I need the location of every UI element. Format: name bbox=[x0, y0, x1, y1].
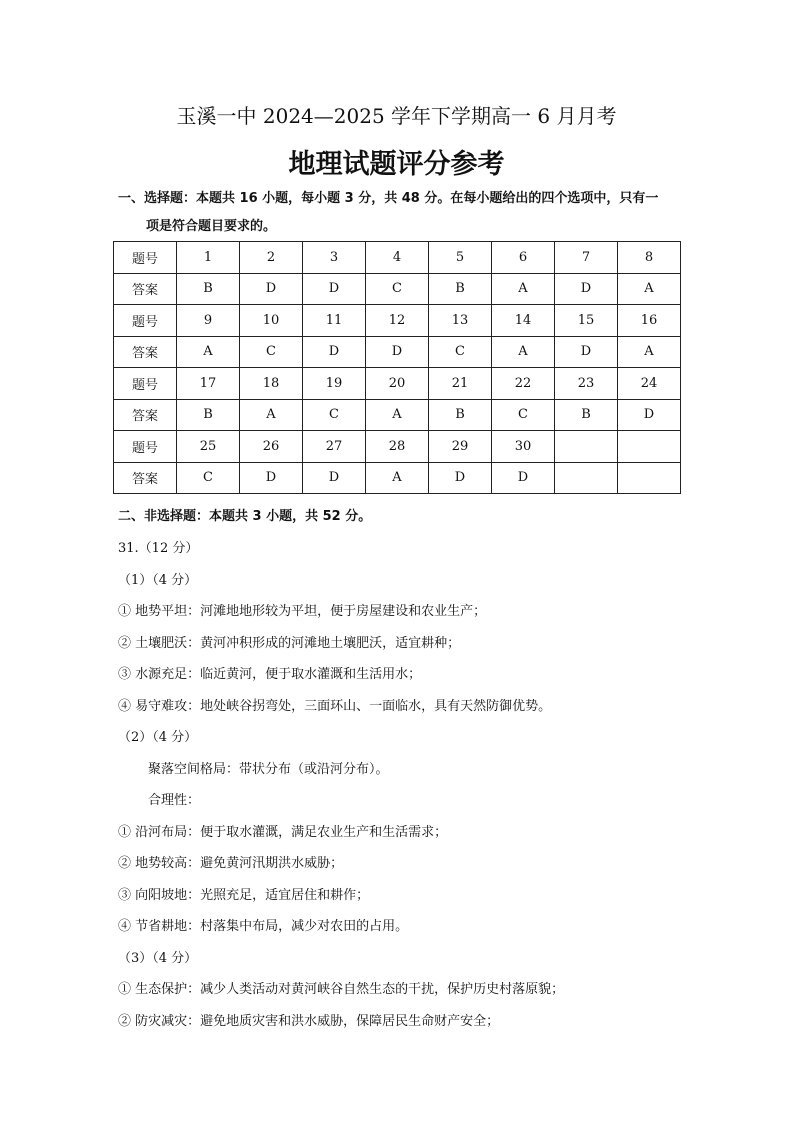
table-cell: A bbox=[240, 399, 303, 431]
table-cell: 30 bbox=[492, 431, 555, 463]
table-cell: 20 bbox=[366, 368, 429, 400]
table-cell: D bbox=[618, 399, 681, 431]
table-cell: D bbox=[429, 462, 492, 494]
part-2-point: ③ 向阳坡地：光照充足，适宜居住和耕作； bbox=[118, 888, 370, 903]
table-row bbox=[114, 431, 681, 463]
table-cell: 5 bbox=[429, 242, 492, 274]
table-cell: D bbox=[555, 273, 618, 305]
section-2-heading: 二、非选择题：本题共 3 小题，共 52 分。 bbox=[118, 509, 372, 524]
table-cell: 7 bbox=[555, 242, 618, 274]
table-cell: 4 bbox=[366, 242, 429, 274]
table-cell: 3 bbox=[303, 242, 366, 274]
table-cell: B bbox=[429, 273, 492, 305]
part-2-layout: 聚落空间格局：带状分布（或沿河分布）。 bbox=[148, 762, 389, 777]
section-1-heading-cont: 项是符合题目要求的。 bbox=[146, 219, 277, 234]
table-cell bbox=[555, 431, 618, 463]
table-cell: 16 bbox=[618, 305, 681, 337]
table-cell: 6 bbox=[492, 242, 555, 274]
table-cell: C bbox=[492, 399, 555, 431]
question-31-title: 31.（12 分） bbox=[118, 541, 199, 556]
table-cell: 29 bbox=[429, 431, 492, 463]
table-cell: 25 bbox=[177, 431, 240, 463]
table-cell: 11 bbox=[303, 305, 366, 337]
table-cell: 22 bbox=[492, 368, 555, 400]
table-cell: A bbox=[618, 336, 681, 368]
table-cell: A bbox=[618, 273, 681, 305]
part-1-point: ④ 易守难攻：地处峡谷拐弯处，三面环山、一面临水，具有天然防御优势。 bbox=[118, 699, 552, 714]
table-cell: B bbox=[555, 399, 618, 431]
table-cell: 17 bbox=[177, 368, 240, 400]
table-cell: 14 bbox=[492, 305, 555, 337]
table-cell: 21 bbox=[429, 368, 492, 400]
row-label-cell: 题号 bbox=[114, 242, 177, 274]
row-label-cell: 题号 bbox=[114, 431, 177, 463]
table-row bbox=[114, 462, 681, 494]
table-cell: D bbox=[492, 462, 555, 494]
part-1-point: ② 土壤肥沃：黄河冲积形成的河滩地土壤肥沃，适宜耕种； bbox=[118, 636, 461, 651]
part-2-reason-label: 合理性： bbox=[148, 793, 201, 808]
table-cell: D bbox=[303, 336, 366, 368]
row-label-cell: 答案 bbox=[114, 399, 177, 431]
table-cell bbox=[555, 462, 618, 494]
table-cell: A bbox=[492, 336, 555, 368]
table-cell: A bbox=[366, 399, 429, 431]
table-cell: 13 bbox=[429, 305, 492, 337]
table-cell: 12 bbox=[366, 305, 429, 337]
document-subtitle: 地理试题评分参考 bbox=[288, 149, 505, 180]
table-cell: 26 bbox=[240, 431, 303, 463]
row-label-cell: 答案 bbox=[114, 273, 177, 305]
table-row bbox=[114, 399, 681, 431]
table-row bbox=[114, 273, 681, 305]
table-cell: C bbox=[303, 399, 366, 431]
table-cell: D bbox=[555, 336, 618, 368]
table-cell: A bbox=[366, 462, 429, 494]
answer-table bbox=[113, 241, 681, 494]
table-cell: 9 bbox=[177, 305, 240, 337]
table-cell: B bbox=[177, 399, 240, 431]
table-cell: D bbox=[303, 273, 366, 305]
table-cell: 15 bbox=[555, 305, 618, 337]
part-1-point: ③ 水源充足：临近黄河，便于取水灌溉和生活用水； bbox=[118, 667, 422, 682]
table-row bbox=[114, 368, 681, 400]
part-2-point: ④ 节省耕地：村落集中布局，减少对农田的占用。 bbox=[118, 919, 409, 934]
table-cell: C bbox=[366, 273, 429, 305]
table-row bbox=[114, 336, 681, 368]
table-cell: 2 bbox=[240, 242, 303, 274]
table-cell: D bbox=[240, 273, 303, 305]
row-label-cell: 题号 bbox=[114, 368, 177, 400]
table-cell: C bbox=[240, 336, 303, 368]
table-cell: A bbox=[492, 273, 555, 305]
table-cell: 8 bbox=[618, 242, 681, 274]
table-cell: 18 bbox=[240, 368, 303, 400]
table-cell: D bbox=[366, 336, 429, 368]
part-2-heading: （2）（4 分） bbox=[118, 730, 198, 745]
row-label-cell: 答案 bbox=[114, 462, 177, 494]
table-cell: B bbox=[429, 399, 492, 431]
table-cell: 10 bbox=[240, 305, 303, 337]
part-1-heading: （1）（4 分） bbox=[118, 573, 198, 588]
table-row bbox=[114, 242, 681, 274]
part-2-point: ① 沿河布局：便于取水灌溉，满足农业生产和生活需求； bbox=[118, 825, 448, 840]
row-label-cell: 题号 bbox=[114, 305, 177, 337]
table-cell: 27 bbox=[303, 431, 366, 463]
table-cell: C bbox=[177, 462, 240, 494]
section-1-heading: 一、选择题：本题共 16 小题，每小题 3 分，共 48 分。在每小题给出的四个选项中，只有一 bbox=[118, 191, 659, 206]
table-cell bbox=[618, 462, 681, 494]
table-cell: D bbox=[303, 462, 366, 494]
part-2-point: ② 地势较高：避免黄河汛期洪水威胁； bbox=[118, 856, 344, 871]
part-1-point: ① 地势平坦：河滩地地形较为平坦，便于房屋建设和农业生产； bbox=[118, 604, 487, 619]
document-title: 玉溪一中 2024—2025 学年下学期高一 6 月月考 bbox=[176, 104, 617, 128]
table-cell bbox=[618, 431, 681, 463]
table-row bbox=[114, 305, 681, 337]
table-cell: 24 bbox=[618, 368, 681, 400]
part-3-heading: （3）（4 分） bbox=[118, 951, 198, 966]
part-3-point: ② 防灾减灾：避免地质灾害和洪水威胁，保障居民生命财产安全； bbox=[118, 1014, 500, 1029]
table-cell: C bbox=[429, 336, 492, 368]
part-3-point: ① 生态保护：减少人类活动对黄河峡谷自然生态的干扰，保护历史村落原貌； bbox=[118, 982, 565, 997]
row-label-cell: 答案 bbox=[114, 336, 177, 368]
table-cell: 28 bbox=[366, 431, 429, 463]
table-cell: 1 bbox=[177, 242, 240, 274]
table-cell: D bbox=[240, 462, 303, 494]
table-cell: B bbox=[177, 273, 240, 305]
table-cell: 19 bbox=[303, 368, 366, 400]
table-cell: 23 bbox=[555, 368, 618, 400]
table-cell: A bbox=[177, 336, 240, 368]
